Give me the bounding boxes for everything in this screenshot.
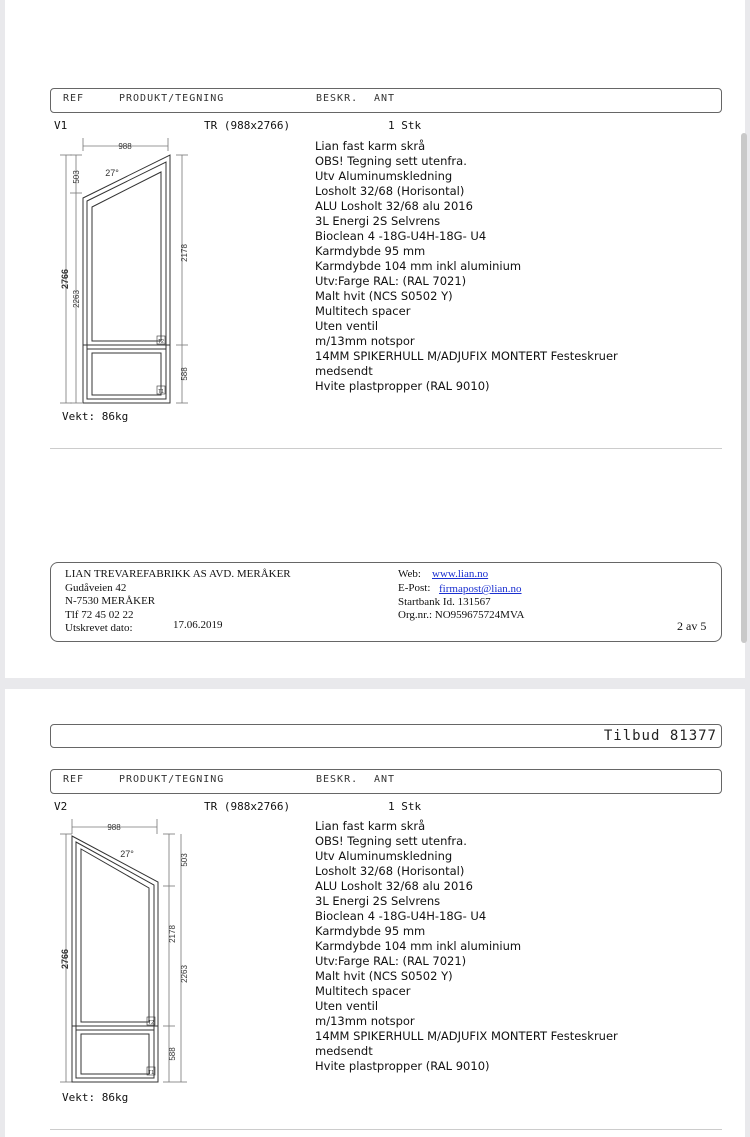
item-produkt: TR (988x2766) (204, 800, 291, 813)
item-weight: Vekt: 86kg (62, 410, 129, 423)
pane-label-bottom: T1 (148, 1070, 154, 1076)
description-line: Utv:Farge RAL: (RAL 7021) (315, 954, 467, 968)
description-line: Multitech spacer (315, 984, 411, 998)
description-line: ALU Losholt 32/68 alu 2016 (315, 199, 473, 213)
footer-web-label: Web: (398, 568, 421, 580)
dim-2178: 2178 (180, 244, 189, 262)
description-line: 14MM SPIKERHULL M/ADJUFIX MONTERT Festeskruer (315, 1029, 618, 1043)
window-drawing (50, 814, 200, 1089)
scrollbar[interactable] (741, 133, 747, 643)
header-beskr: BESKR. (316, 93, 359, 104)
page-number: 2 av 5 (677, 619, 707, 633)
description-line: Utv:Farge RAL: (RAL 7021) (315, 274, 467, 288)
footer-org: Org.nr.: NO959675724MVA (398, 609, 525, 621)
description-line: m/13mm notspor (315, 1014, 415, 1028)
description-line: 3L Energi 2S Selvrens (315, 214, 441, 228)
footer-company: LIAN TREVAREFABRIKK AS AVD. MERÅKER (65, 568, 291, 580)
header-produkt: PRODUKT/TEGNING (119, 93, 225, 104)
description-line: Uten ventil (315, 999, 379, 1013)
dim-width: 988 (107, 823, 121, 832)
pane-label-top: T2 (148, 1020, 154, 1026)
dim-2178: 2178 (168, 925, 177, 943)
footer-email-link[interactable]: firmapost@lian.no (439, 583, 522, 595)
item-ref: V2 (54, 800, 68, 813)
description-line: Hvite plastpropper (RAL 9010) (315, 379, 490, 393)
table-header (50, 88, 722, 113)
dim-height: 2766 (60, 268, 70, 290)
dim-503: 503 (180, 853, 189, 867)
item-produkt: TR (988x2766) (204, 119, 291, 132)
description-line: Malt hvit (NCS S0502 Y) (315, 969, 453, 983)
dim-angle: 27° (120, 849, 134, 859)
divider (50, 1129, 722, 1130)
description-line: Karmdybde 104 mm inkl aluminium (315, 939, 522, 953)
description-line: Lian fast karm skrå (315, 139, 426, 153)
footer-bank: Startbank Id. 131567 (398, 596, 491, 608)
description-line: 14MM SPIKERHULL M/ADJUFIX MONTERT Festeskruer (315, 349, 618, 363)
description-line: Karmdybde 95 mm (315, 924, 426, 938)
dim-2263: 2263 (180, 965, 189, 983)
dim-503: 503 (72, 170, 81, 184)
page-2 (5, 689, 745, 1137)
dim-588: 588 (168, 1047, 177, 1061)
footer-date-label: Utskrevet dato: (65, 622, 133, 634)
tilbud-box (50, 724, 722, 748)
footer-email-label: E-Post: (398, 582, 431, 594)
description-line: Utv Aluminumskledning (315, 169, 453, 183)
table-header (50, 769, 722, 794)
description-line: Multitech spacer (315, 304, 411, 318)
footer-address: Gudåveien 42 (65, 582, 127, 594)
footer-web-link[interactable]: www.lian.no (432, 568, 489, 580)
description-line: m/13mm notspor (315, 334, 415, 348)
description-line: 3L Energi 2S Selvrens (315, 894, 441, 908)
item-weight: Vekt: 86kg (62, 1091, 129, 1104)
item-description (315, 819, 618, 1074)
pane-label-top: T2 (158, 339, 164, 345)
header-ant: ANT (374, 774, 396, 785)
page-1 (5, 0, 745, 678)
dim-width: 988 (118, 142, 132, 151)
tilbud-number: Tilbud 81377 (603, 728, 717, 744)
description-line: Losholt 32/68 (Horisontal) (315, 864, 465, 878)
item-description (315, 139, 618, 394)
description-line: Bioclean 4 -18G-U4H-18G- U4 (315, 229, 487, 243)
description-line: medsendt (315, 1044, 373, 1058)
description-line: Malt hvit (NCS S0502 Y) (315, 289, 453, 303)
footer (50, 562, 722, 642)
description-line: ALU Losholt 32/68 alu 2016 (315, 879, 473, 893)
footer-phone: Tlf 72 45 02 22 (65, 609, 134, 621)
description-line: OBS! Tegning sett utenfra. (315, 834, 467, 848)
pane-label-bottom: T1 (158, 389, 164, 395)
dim-2263: 2263 (72, 290, 81, 308)
description-line: OBS! Tegning sett utenfra. (315, 154, 467, 168)
header-beskr: BESKR. (316, 774, 359, 785)
description-line: Lian fast karm skrå (315, 819, 426, 833)
dim-height: 2766 (60, 948, 70, 970)
item-ref: V1 (54, 119, 68, 132)
description-line: Losholt 32/68 (Horisontal) (315, 184, 465, 198)
header-ref: REF (63, 93, 85, 104)
dim-angle: 27° (105, 168, 119, 178)
description-line: medsendt (315, 364, 373, 378)
description-line: Karmdybde 104 mm inkl aluminium (315, 259, 522, 273)
description-line: Karmdybde 95 mm (315, 244, 426, 258)
header-ant: ANT (374, 93, 396, 104)
description-line: Bioclean 4 -18G-U4H-18G- U4 (315, 909, 487, 923)
footer-date: 17.06.2019 (173, 619, 223, 631)
item-ant: 1 Stk (388, 119, 422, 132)
window-drawing (50, 133, 200, 413)
item-ant: 1 Stk (388, 800, 422, 813)
footer-postal: N-7530 MERÅKER (65, 595, 156, 607)
description-line: Uten ventil (315, 319, 379, 333)
description-line: Utv Aluminumskledning (315, 849, 453, 863)
divider (50, 448, 722, 449)
dim-588: 588 (180, 367, 189, 381)
header-ref: REF (63, 774, 85, 785)
description-line: Hvite plastpropper (RAL 9010) (315, 1059, 490, 1073)
header-produkt: PRODUKT/TEGNING (119, 774, 225, 785)
